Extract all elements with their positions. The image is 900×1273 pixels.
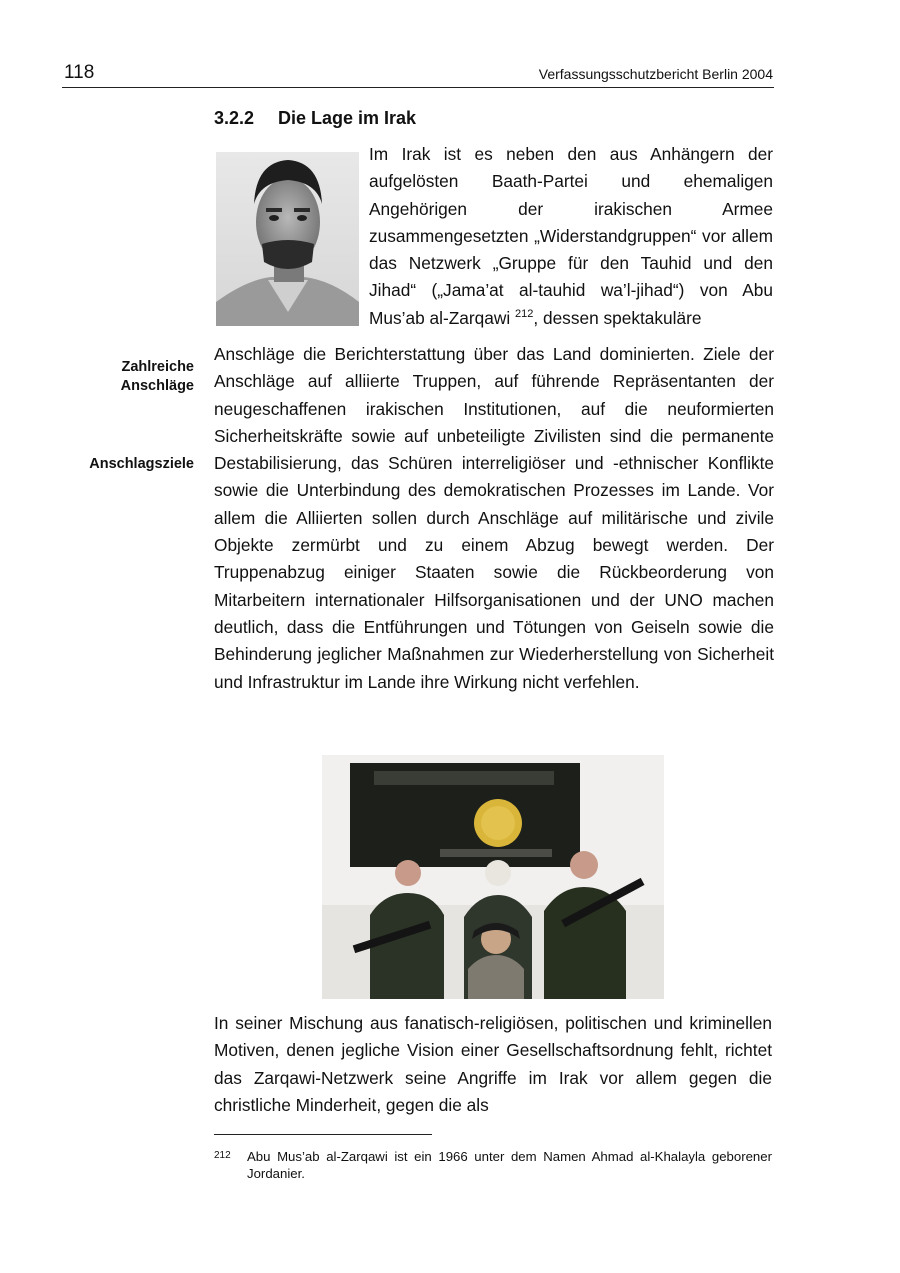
portrait-photo: [216, 152, 359, 326]
margin-note-zahlreiche-anschlaege: [121, 358, 194, 396]
paragraph-3: In seiner Mischung aus fanatisch-religiösen, politischen und kriminellen Motiven, denen jegliche Vision einer Gesellschaftsordnung fehlt, richtet das Zarqawi-Netzwerk seine Angriffe im Irak vor allem gegen die christliche Minderheit, gegen die als: [214, 1013, 772, 1115]
footnote-marker: 212: [214, 1150, 231, 1161]
section-title: Die Lage im Irak: [278, 108, 417, 128]
section-heading: [214, 108, 416, 129]
hostage-photo: [322, 755, 664, 999]
header-rule: [62, 87, 774, 88]
margin-note-line: Zahlreiche: [121, 359, 194, 375]
paragraph-1: [369, 141, 773, 332]
paragraph-1-text: Im Irak ist es neben den aus Anhängern der aufgelösten Baath-Partei und ehemaligen Angehörigen der irakischen Armee zusammengesetzten „Widerstandgruppen“ vor allem das Netzwerk „Gruppe für den Tauhid und den Jihad“ („Jama’at al-tauhid wa’l-jihad“) von Abu Mus’ab al-Zarqawi: [369, 144, 773, 328]
footnote: [214, 1148, 772, 1182]
running-title: Verfassungsschutzbericht Berlin 2004: [538, 66, 773, 82]
margin-note-anschlagsziele: Anschlagsziele: [89, 456, 194, 472]
section-number: 3.2.2: [214, 108, 255, 128]
page-number: 118: [64, 62, 95, 83]
footnote-rule: [214, 1134, 432, 1135]
paragraph-2: Anschläge die Berichterstattung über das Land dominierten. Ziele der Anschläge auf alliierte Truppen, auf führende Repräsentanten der neugeschaffenen irakischen Institutionen, auf die neuformierten Sicherheitskräfte sowie auf unbeteiligte Zivilisten sind die permanente Destabilisierung, das Schüren interreligiöser und -ethnischer Konflikte sowie die Unterbindung des demokratischen Prozesses im Lande. Vor allem die Alliierten sollen durch Anschläge auf militärische und zivile Objekte zermürbt und zu einem Abzug bewegt werden. Der Truppenabzug einiger Staaten sowie die Rückbeorderung von Mitarbeitern internationaler Hilfsorganisationen und der UNO machen deutlich, dass die Entführungen und Tötungen von Geiseln sowie die Behinderung jeglicher Maßnahmen zur Wiederherstellung von Sicherheit und Infrastruktur im Lande ihre Wirkung nicht verfehlen.: [214, 344, 774, 692]
paragraph-1-tail: , dessen spektakuläre: [533, 307, 702, 328]
margin-note-line: Anschläge: [120, 378, 194, 394]
footnote-reference[interactable]: 212: [515, 308, 534, 321]
footnote-text: Abu Mus’ab al-Zarqawi ist ein 1966 unter dem Namen Ahmad al-Khalayla geborener Jordanier.: [247, 1149, 772, 1181]
